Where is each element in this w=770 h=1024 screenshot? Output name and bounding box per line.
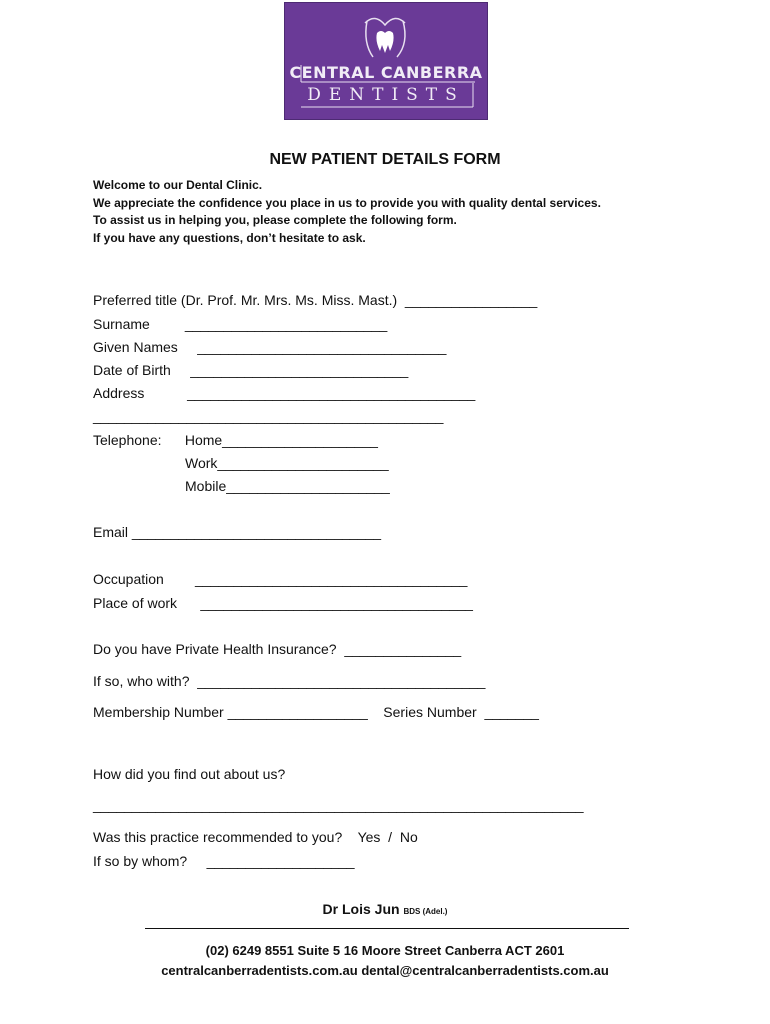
doctor-name: Dr Lois Jun <box>322 901 400 917</box>
logo-line2: DENTISTS <box>307 85 465 105</box>
intro-line: Welcome to our Dental Clinic. <box>93 178 263 192</box>
contact-line: (02) 6249 8551 Suite 5 16 Moore Street Canberra ACT 2601 <box>205 943 565 958</box>
logo-line1: CENTRAL CANBERRA <box>289 63 483 82</box>
find-out-label: How did you find out about us? <box>93 766 286 782</box>
telephone-work-field[interactable]: Work______________________ <box>185 455 389 471</box>
by-whom-field[interactable]: If so by whom? ___________________ <box>93 853 355 869</box>
find-out-field[interactable]: _______________________________________________________________ <box>93 797 584 813</box>
occupation-field[interactable]: Occupation ___________________________________ <box>93 571 468 587</box>
telephone-home-field[interactable]: Telephone: Home____________________ <box>93 432 378 448</box>
intro-text <box>93 177 601 247</box>
insurer-field[interactable]: If so, who with? _____________________________________ <box>93 673 486 689</box>
surname-field[interactable]: Surname __________________________ <box>93 316 388 332</box>
intro-line: We appreciate the confidence you place in us to provide you with quality dental services. <box>93 195 601 210</box>
address-field[interactable]: Address _____________________________________ <box>93 385 476 401</box>
form-title: NEW PATIENT DETAILS FORM <box>269 151 501 168</box>
web-email-line: centralcanberradentists.com.au dental@centralcanberradentists.com.au <box>161 963 609 978</box>
footer-divider <box>145 928 629 929</box>
intro-line: To assist us in helping you, please complete the following form. <box>93 213 457 228</box>
doctor-qualifications: BDS (Adel.) <box>403 907 448 916</box>
intro-line: If you have any questions, don’t hesitate to ask. <box>93 230 366 245</box>
recommended-field[interactable]: Was this practice recommended to you? Yes / No <box>93 829 418 845</box>
doctor-signature <box>0 901 770 917</box>
place-of-work-field[interactable]: Place of work ___________________________________ <box>93 595 473 611</box>
telephone-mobile-field[interactable]: Mobile_____________________ <box>185 478 390 494</box>
insurance-field[interactable]: Do you have Private Health Insurance? _______________ <box>93 641 462 657</box>
address-line-2-field[interactable]: _____________________________________________ <box>93 408 444 424</box>
membership-field[interactable]: Membership Number __________________ Series Number _______ <box>93 704 539 720</box>
clinic-logo <box>284 2 488 120</box>
preferred-title-field[interactable]: Preferred title (Dr. Prof. Mr. Mrs. Ms. Miss. Mast.) _________________ <box>93 292 538 308</box>
given-names-field[interactable]: Given Names ________________________________ <box>93 339 447 355</box>
email-field[interactable]: Email ________________________________ <box>93 524 382 540</box>
dob-field[interactable]: Date of Birth ____________________________ <box>93 362 409 378</box>
